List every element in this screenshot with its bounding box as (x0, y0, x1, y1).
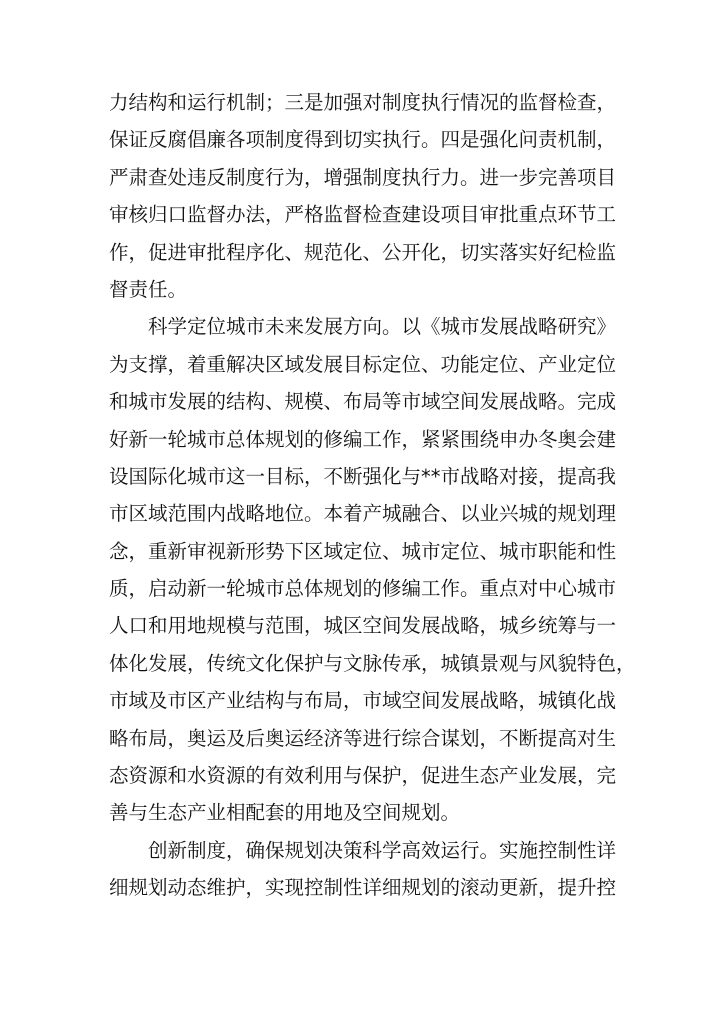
document-body (109, 84, 636, 907)
paragraph-1-line-3: 严肃查处违反制度行为，增强制度执行力。进一步完善项目 (109, 165, 617, 189)
paragraph-3-line-1: 创新制度，确保规划决策科学高效运行。实施控制性详 (148, 838, 617, 862)
paragraph-2-line-9: 人口和用地规模与范围，城区空间发展战略，城乡统筹与一 (109, 614, 617, 638)
paragraph-2-line-4: 好新一轮城市总体规划的修编工作，紧紧围绕申办冬奥会建 (109, 427, 617, 451)
paragraph-1-line-1: 力结构和运行机制；三是加强对制度执行情况的监督检查， (109, 91, 617, 114)
paragraph-1-line-6: 督责任。 (109, 277, 188, 301)
paragraph-3-line-2: 细规划动态维护，实现控制性详细规划的滚动更新，提升控 (109, 876, 617, 900)
paragraph-2-line-14: 善与生态产业相配套的用地及空间规划。 (109, 801, 461, 825)
paragraph-2-line-3: 和城市发展的结构、规模、布局等市域空间发展战略。完成 (109, 390, 617, 414)
paragraph-2-line-2: 为支撑，着重解决区域发展目标定位、功能定位、产业定位 (109, 352, 617, 376)
paragraph-2-line-13: 态资源和水资源的有效利用与保护，促进生态产业发展，完 (109, 764, 617, 788)
paragraph-2-line-6: 市区域范围内战略地位。本着产城融合、以业兴城的规划理 (109, 502, 617, 526)
paragraph-1-line-4: 审核归口监督办法，严格监督检查建设项目审批重点环节工 (109, 203, 617, 227)
paragraph-2-line-11: 市域及市区产业结构与布局，市域空间发展战略，城镇化战 (109, 689, 617, 713)
paragraph-2-line-12: 略布局，奥运及后奥运经济等进行综合谋划，不断提高对生 (109, 726, 617, 750)
paragraph-1-line-2: 保证反腐倡廉各项制度得到切实执行。四是强化问责机制， (109, 128, 617, 152)
paragraph-2-line-1: 科学定位城市未来发展方向。以《城市发展战略研究》 (148, 315, 617, 339)
paragraph-2-line-5: 设国际化城市这一目标，不断强化与**市战略对接，提高我 (109, 464, 617, 488)
paragraph-2-line-7: 念，重新审视新形势下区域定位、城市定位、城市职能和性 (109, 539, 617, 563)
paragraph-1-line-5: 作，促进审批程序化、规范化、公开化，切实落实好纪检监 (109, 240, 617, 264)
paragraph-2-line-8: 质，启动新一轮城市总体规划的修编工作。重点对中心城市 (109, 577, 617, 601)
paragraph-2-line-10: 体化发展，传统文化保护与文脉传承，城镇景观与风貌特色， (109, 651, 636, 675)
